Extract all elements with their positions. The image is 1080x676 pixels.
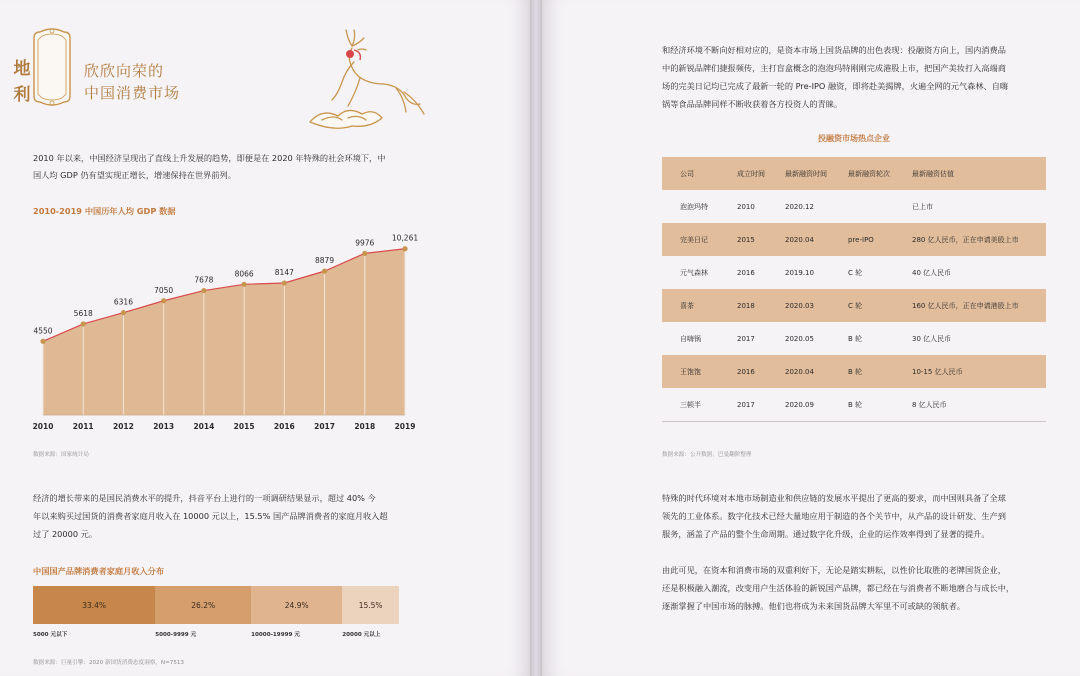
- left-page: [0, 0, 530, 676]
- book-gutter: [530, 0, 542, 676]
- intro-line-1: 2010 年以来，中国经济呈现出了直线上升发展的趋势，即便是在 2020 年特殊的社会环境下，中: [33, 153, 386, 163]
- table-source: 数据来源：公开数据，巴曼翻阶整理: [662, 452, 752, 458]
- income-chart-source: 数据来源：巨量引擎：2020 新国货消费态度洞察，N=7513: [33, 660, 184, 666]
- badge-char-1: 地: [13, 59, 31, 79]
- x-tick-label: 2012: [113, 422, 134, 431]
- cell-valuation: 8 亿人民币: [912, 400, 947, 409]
- r-para1-line-1: 和经济环境不断向好相对应的，是资本市场上国货品牌的出色表现：投融资方向上，国内消费品: [662, 45, 1006, 55]
- table-row: [662, 256, 1046, 289]
- header-latest-date: 最新融资时间: [785, 169, 827, 178]
- investment-table: [662, 157, 1046, 421]
- gdp-data-point: [161, 298, 166, 303]
- income-segment: 24.9%: [251, 586, 342, 624]
- income-chart-title: 中国国产品牌消费者家庭月收入分布: [33, 566, 165, 576]
- cell-latest-date: 2020.03: [785, 301, 814, 310]
- x-tick-label: 2016: [273, 422, 295, 431]
- investment-table-title: 投融资市场热点企业: [818, 134, 890, 143]
- gdp-data-point: [201, 288, 206, 293]
- cell-latest-round: C 轮: [848, 301, 863, 310]
- cell-valuation: 280 亿人民币，正在申请美股上市: [912, 235, 1019, 244]
- gdp-value-label: 9976: [355, 238, 375, 248]
- table-row: [662, 388, 1046, 421]
- gdp-value-label: 8147: [274, 267, 294, 277]
- table-bottom-rule: [662, 421, 1046, 422]
- r-para3-line-3: 逐渐掌握了中国市场的脉搏。他们也将成为未来国货品牌大军里不可或缺的领航者。: [662, 601, 965, 611]
- cell-latest-round: B 轮: [848, 400, 863, 409]
- gdp-value-label: 7678: [194, 275, 214, 285]
- x-tick-label: 2017: [314, 422, 335, 431]
- x-tick-label: 2013: [153, 422, 175, 431]
- income-segment: 33.4%: [33, 586, 155, 624]
- income-segment: 15.5%: [342, 586, 399, 624]
- cell-company: 王饱饱: [680, 367, 701, 376]
- cell-latest-round: pre-IPO: [848, 235, 874, 244]
- heading-line-1: 欣欣向荣的: [84, 62, 165, 80]
- cell-valuation: 160 亿人民币，正在申请港股上市: [912, 301, 1019, 310]
- para2-line-3: 过了 20000 元。: [33, 529, 98, 539]
- r-para2-line-2: 领先的工业体系。数字化技术已经大量地应用于制造的各个关节中，从产品的设计研发、生产到: [662, 511, 1006, 521]
- r-para1-line-3: 场的完美日记均已完成了最新一轮的 Pre-IPO 融资，即将赴美揭牌，火遍全网的元气森林、自嗨: [662, 81, 1009, 91]
- cell-latest-round: C 轮: [848, 268, 863, 277]
- r-para2-line-3: 服务，涵盖了产品的整个生命周期。通过数字化升级，企业的运作效率得到了显著的提升。: [662, 529, 990, 539]
- table-row: [662, 190, 1046, 223]
- gdp-data-point: [40, 339, 45, 344]
- cell-latest-round: B 轮: [848, 367, 863, 376]
- cell-founded: 2016: [737, 367, 755, 376]
- cell-company: 元气森林: [680, 268, 708, 277]
- cell-founded: 2015: [737, 235, 755, 244]
- income-category-label: 20000 元以上: [342, 632, 381, 638]
- cell-latest-round: B 轮: [848, 334, 863, 343]
- cell-latest-date: 2020.04: [785, 235, 814, 244]
- gdp-value-label: 8066: [234, 269, 254, 279]
- gdp-value-label: 5618: [73, 308, 93, 318]
- cell-valuation: 10-15 亿人民币: [912, 367, 963, 376]
- r-para1-line-2: 中的新锐品牌们捷报频传，主打盲盒概念的泡泡玛特刚刚完成港股上市，把国产美妆打入高端商: [662, 63, 1006, 73]
- x-tick-label: 2019: [394, 422, 416, 431]
- gdp-data-point: [362, 251, 367, 256]
- cell-latest-date: 2019.10: [785, 268, 814, 277]
- header-founded: 成立时间: [737, 169, 765, 178]
- table-row: [662, 223, 1046, 256]
- gdp-data-point: [242, 282, 247, 287]
- income-category-label: 5000 元以下: [33, 632, 68, 638]
- x-tick-label: 2014: [193, 422, 215, 431]
- table-row: [662, 355, 1046, 388]
- income-category-label: 5000-9999 元: [155, 632, 197, 638]
- gdp-value-label: 4550: [33, 326, 53, 336]
- gdp-data-point: [282, 280, 287, 285]
- heading-line-2: 中国消费市场: [84, 84, 181, 102]
- para2-line-2: 年以来购买过国货的消费者家庭月收入在 10000 元以上，15.5% 国产品牌消费者的家庭月收入超: [33, 511, 388, 521]
- gdp-value-label: 8879: [315, 256, 335, 266]
- header-valuation: 最新融资估值: [912, 169, 954, 178]
- income-stacked-bar: [33, 586, 399, 624]
- x-tick-label: 2010: [32, 422, 54, 431]
- cell-founded: 2018: [737, 301, 755, 310]
- gdp-chart-source: 数据来源：国家统计局: [33, 452, 89, 458]
- cell-latest-date: 2020.04: [785, 367, 814, 376]
- r-para3-line-1: 由此可见，在资本和消费市场的双重利好下，无论是踏实耕耘，以性价比取胜的老牌国货企业，: [662, 565, 1006, 575]
- gdp-value-label: 10,261: [391, 233, 419, 243]
- intro-line-2: 国人均 GDP 仍有望实现正增长，增速保持在世界前列。: [33, 170, 236, 180]
- income-category-label: 10000-19999 元: [251, 632, 300, 638]
- gdp-data-point: [81, 321, 86, 326]
- x-tick-label: 2018: [354, 422, 376, 431]
- cell-founded: 2017: [737, 334, 755, 343]
- gdp-value-label: 7050: [154, 285, 174, 295]
- gdp-data-point: [121, 310, 126, 315]
- gdp-area-fill: [43, 249, 405, 415]
- x-tick-label: 2011: [72, 422, 94, 431]
- gdp-value-label: 6316: [113, 297, 133, 307]
- gdp-data-point: [322, 269, 327, 274]
- cell-latest-date: 2020.05: [785, 334, 814, 343]
- cell-valuation: 30 亿人民币: [912, 334, 952, 343]
- cell-latest-date: 2020.12: [785, 202, 814, 211]
- cell-company: 三顿半: [680, 400, 701, 409]
- cell-valuation: 已上市: [912, 202, 933, 211]
- cell-valuation: 40 亿人民币: [912, 268, 952, 277]
- r-para1-line-4: 锅等食品品牌同样不断收获着各方投资人的青睐。: [662, 99, 843, 109]
- r-para3-line-2: 还是积极融入潮流，改变用户生活体验的新锐国产品牌，都已经在与消费者不断地磨合与成长中，: [662, 583, 1015, 593]
- table-row: [662, 289, 1046, 322]
- header-latest-round: 最新融资轮次: [848, 169, 890, 178]
- table-row: [662, 322, 1046, 355]
- cell-founded: 2016: [737, 268, 755, 277]
- income-segment: 26.2%: [155, 586, 251, 624]
- r-para2-line-1: 特殊的时代环境对本地市场制造业和供应链的发展水平提出了更高的要求，而中国则具备了全球: [662, 493, 1006, 503]
- cell-company: 自嗨锅: [680, 334, 701, 343]
- deer-illustration: [308, 26, 432, 134]
- header-company: 公司: [680, 169, 694, 178]
- gdp-data-point: [402, 246, 407, 251]
- x-tick-label: 2015: [233, 422, 255, 431]
- gdp-area-chart: [28, 232, 424, 442]
- table-header-row: [662, 157, 1046, 190]
- badge-char-2: 利: [13, 85, 31, 105]
- para2-line-1: 经济的增长带来的是国民消费水平的提升，抖音平台上进行的一项调研结果显示，超过 40% 今: [33, 493, 376, 503]
- cell-founded: 2017: [737, 400, 755, 409]
- cell-latest-date: 2020.09: [785, 400, 814, 409]
- cell-company: 泡泡玛特: [680, 202, 708, 211]
- cell-company: 完美日记: [680, 235, 708, 244]
- cell-founded: 2010: [737, 202, 755, 211]
- gdp-chart-title: 2010-2019 中国历年人均 GDP 数据: [33, 206, 176, 216]
- cell-company: 喜茶: [680, 301, 694, 310]
